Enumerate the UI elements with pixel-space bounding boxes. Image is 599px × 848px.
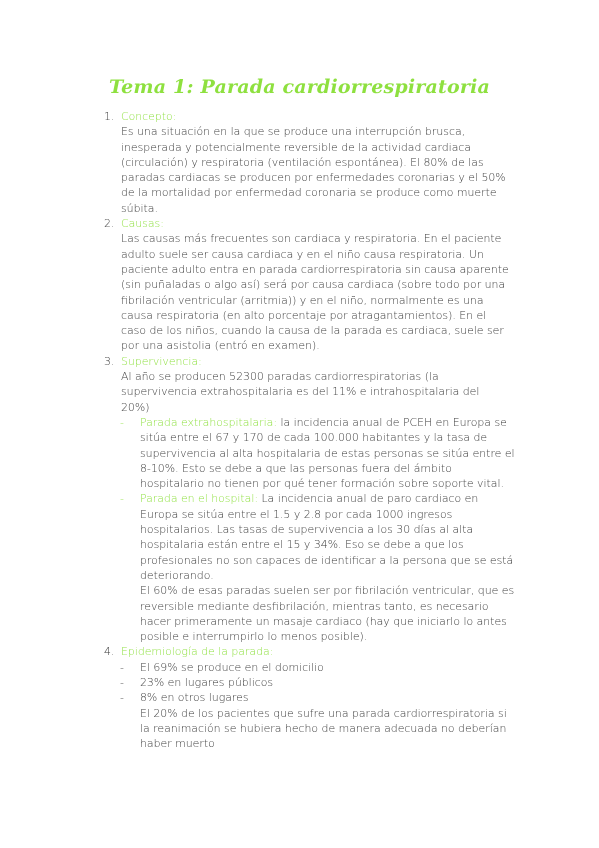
list-item-hospital [0, 491, 599, 644]
list-item-text: 8% en otros lugares [140, 691, 249, 705]
bullet-dash: - [120, 660, 124, 674]
section-number: 3. [104, 354, 115, 368]
page-title: Tema 1: Parada cardiorrespiratoria [108, 76, 491, 98]
section-heading: Concepto: [121, 110, 177, 123]
list-item [0, 690, 599, 705]
list-item-extra-paragraph: El 60% de esas paradas suelen ser por fibrilación ventricular, que es reversible mediante desfibrilación, mientras tanto, es necesario hacer primeramente un masaje cardiaco (hay que iniciarlo lo antes posible e interrumpirlo lo menos posible). [140, 584, 515, 644]
section-paragraph: Las causas más frecuentes son cardiaca y respiratoria. En el paciente adulto suele ser causa cardiaca y en el niño causa respiratoria. Un paciente adulto entra en parada cardiorrespiratoria sin causa aparente (sin puñaladas o algo así) será por causa cardiaca (sobre todo por una fibrilación ventricular (arritmia)) y en el niño, normalmente es una causa respiratoria (en alto porcentaje por atragantamientos). En el caso de los niños, cuando la causa de la parada es cardiaca, suele ser por una asistolia (entró en examen). [121, 232, 509, 353]
section-note: El 20% de los pacientes que sufre una parada cardiorrespiratoria si la reanimación se hubiera hecho de manera adecuada no deberían haber muerto [140, 706, 507, 751]
item-label: Parada en el hospital: [140, 492, 259, 506]
section-causas [0, 216, 599, 354]
item-body: la incidencia anual de PCEH en Europa se sitúa entre el 67 y 170 de cada 100.000 habitantes y la tasa de supervivencia al alta hospitalaria de estas personas se sitúa entre el 8-10%. Esto se debe a que las personas fuera del ámbito hospitalario no tienen por qué tener formación sobre soporte vital. [140, 415, 515, 491]
list-item [0, 675, 599, 690]
section-supervivencia [0, 354, 599, 645]
list-item-text: El 69% se produce en el domicilio [140, 660, 324, 674]
list-item-text: 23% en lugares públicos [140, 675, 274, 689]
bullet-dash: - [120, 492, 124, 506]
list-item-text [140, 415, 518, 491]
bullet-dash: - [120, 691, 124, 705]
section-paragraph: Es una situación en la que se produce una interrupción brusca, inesperada y potencialmente reversible de la actividad cardiaca (circulación) y respiratoria (ventilación espontánea). El 80% de las paradas cardiacas se producen por enfermedades coronarias y el 50% de la mortalidad por enfermedad coronaria se produce como muerte súbita. [121, 125, 506, 215]
heading-spacer [0, 644, 599, 659]
bullet-dash: - [120, 675, 124, 689]
list-item [0, 660, 599, 675]
section-heading: Causas: [121, 217, 164, 231]
section-concepto [0, 109, 599, 216]
item-body: La incidencia anual de paro cardiaco en Europa se sitúa entre el 1.5 y 2.8 por cada 1000 ingresos hospitalarios. Las tasas de supervivencia a los 30 días al alta hospitalaria están entre el 15 y 34%. Eso se debe a que los profesionales no son capaces de identificar a la persona que se está deteriorando. [140, 492, 514, 582]
item-label: Parada extrahospitalaria: [140, 415, 277, 429]
document-body [0, 109, 599, 751]
list-item-extrahospitalaria [0, 415, 599, 491]
section-paragraph: Al año se producen 52300 paradas cardiorrespiratorias (la supervivencia extrahospitalaria es del 11% e intrahospitalaria del 20%) [121, 370, 480, 414]
bullet-dash: - [120, 415, 124, 429]
section-number: 4. [104, 645, 115, 659]
section-number: 1. [104, 110, 115, 123]
section-epidemiologia [0, 644, 599, 751]
section-heading: Supervivencia: [121, 354, 202, 368]
section-heading: Epidemiología de la parada: [121, 645, 274, 659]
list-item-text [140, 491, 518, 583]
section-number: 2. [104, 217, 115, 231]
